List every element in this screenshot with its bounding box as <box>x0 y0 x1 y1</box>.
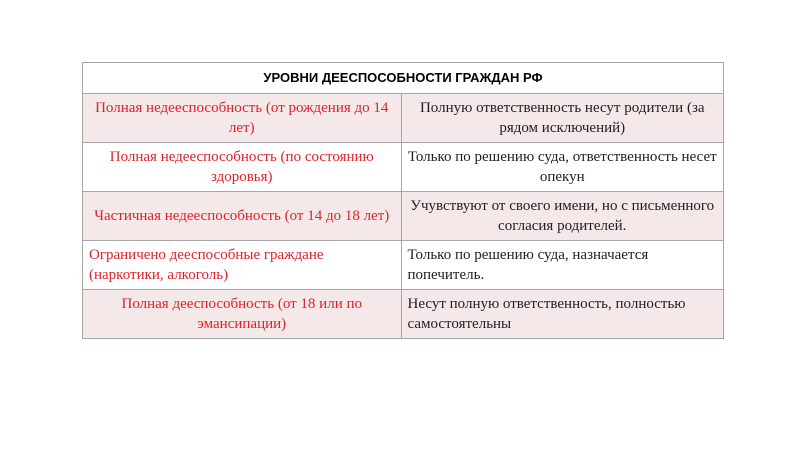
responsibility-cell: Только по решению суда, назначается попечитель. <box>401 241 724 290</box>
responsibility-cell: Учувствуют от своего имени, но с письменного согласия родителей. <box>401 192 724 241</box>
level-cell: Частичная недееспособность (от 14 до 18 лет) <box>83 192 402 241</box>
table-row <box>83 94 724 143</box>
responsibility-cell: Полную ответственность несут родители (за рядом исключений) <box>401 94 724 143</box>
level-cell: Ограничено дееспособные граждане (наркотики, алкоголь) <box>83 241 402 290</box>
responsibility-cell: Только по решению суда, ответственность несет опекун <box>401 143 724 192</box>
capacity-levels-table <box>82 62 724 339</box>
table-header-row <box>83 63 724 94</box>
level-cell: Полная недееспособность (от рождения до 14 лет) <box>83 94 402 143</box>
table-row <box>83 290 724 339</box>
table-row <box>83 241 724 290</box>
level-cell: Полная дееспособность (от 18 или по эмансипации) <box>83 290 402 339</box>
table-row <box>83 143 724 192</box>
level-cell: Полная недееспособность (по состоянию здоровья) <box>83 143 402 192</box>
responsibility-cell: Несут полную ответственность, полностью самостоятельны <box>401 290 724 339</box>
table-row <box>83 192 724 241</box>
table-header: УРОВНИ ДЕЕСПОСОБНОСТИ ГРАЖДАН РФ <box>83 63 724 94</box>
